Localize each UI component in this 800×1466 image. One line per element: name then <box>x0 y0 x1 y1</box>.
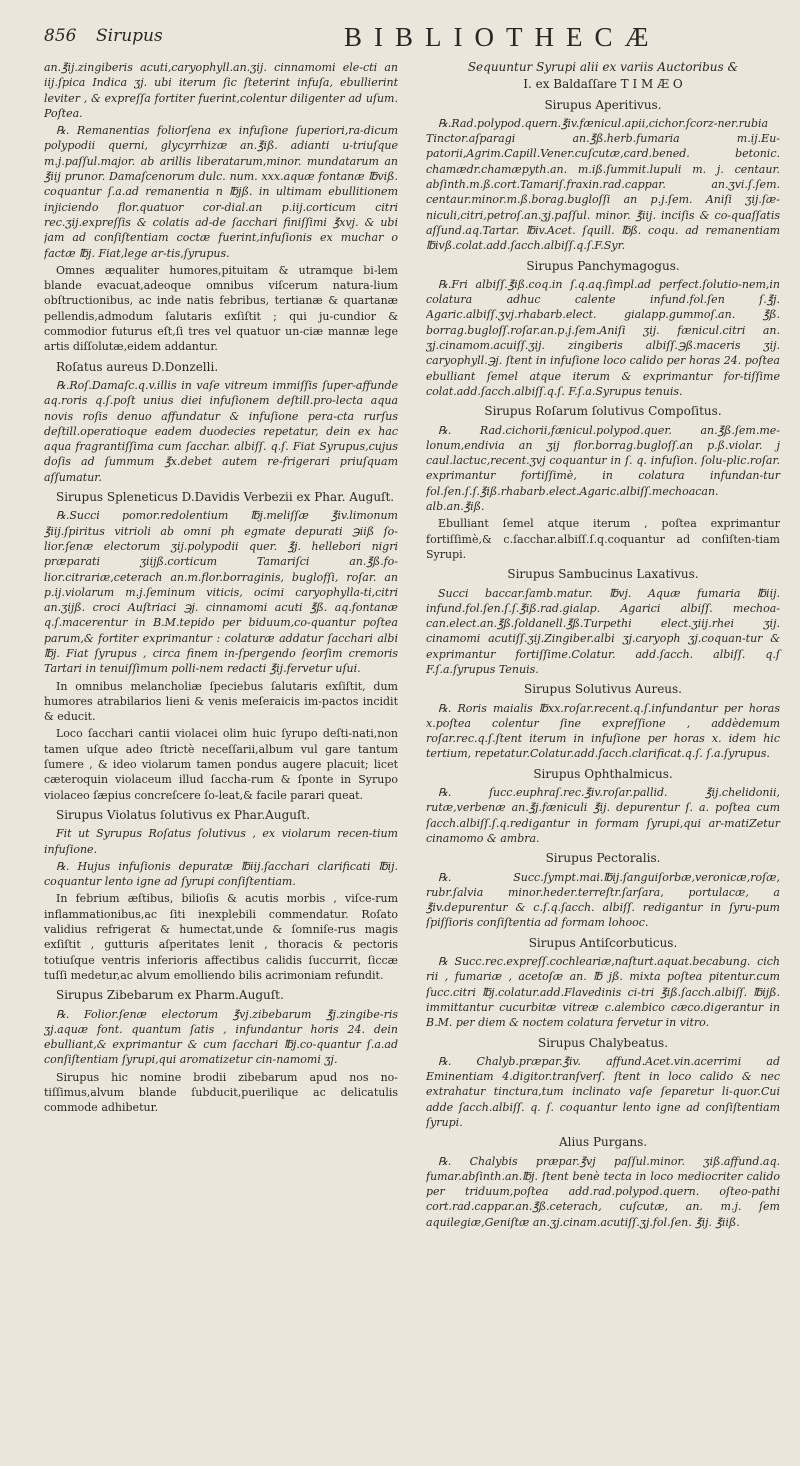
recipe-heading: Roſatus aureus D.Donzelli. <box>56 359 219 374</box>
recipe-heading: Alius Purgans. <box>558 1135 648 1150</box>
paragraph: Omnes æqualiter humores,pituitam & utramque bi-lem blande evacuat,adeoque omnibus viſcerum natura-lium obſtructionibus, ac inde natis febribus, tertianæ & quartanæ pellendis,admodum ſalutaris exſiſtit ; qui ju-cundior & commodior futurus eſt,ſi tres vel quatuor un-ciæ mannæ lege artis diſſolutæ,eidem addantur. <box>44 263 398 354</box>
recipe-heading: Sirupus Sambucinus Laxativus. <box>507 567 699 582</box>
right-column <box>426 60 786 1456</box>
page-number: 856 <box>44 26 77 46</box>
recipe-paragraph: ℞ Succ.rec.expreſſ.cochleariæ,naſturt.aquat.becabung. cich rii , fumariæ , acetoſæ an. ℔ jß. mixta poſtea pitentur.cum ſucc.citri ℔j.colatur.add.Flavedinis ci-tri ℥iß.ſacch.albiſſ. ℔ijß. immittantur cucurbitæ vitreæ c.alembico cæco.digerantur in B.M. per diem & noctem colatura fervetur in vitro. <box>426 955 780 1030</box>
recipe-paragraph: ℞.Fri albiſſ.℥iß.coq.in ſ.q.aq.ſimpl.ad perfect.ſolutio-nem,in colatura adhuc calente infund.fol.ſen ſ.℥j. Agaric.albiſſ.ʒvj.rhabarb.elect. gialapp.gummoſ.an. ℥ß. borrag.bugloſſ.roſar.an.p.j.ſem.Aniſi ʒij. fænicul.citri an. ʒj.cinamom.acuiſſ.ʒij. zingiberis albiſſ.℈ß.maceris ʒij. caryophyll.℈j. ſtent in infuſione loco calido per horas 24. poſtea ebulliant ſemel atque iterum & exprimantur for-tiſſime colat.add.ſacch.albiſſ.q.ſ. F.ſ.a.Syrupus tenuis. <box>426 277 780 398</box>
running-title: BIBLIOTHECÆ <box>344 22 661 52</box>
recipe-paragraph: ℞. Succ.ſympt.mai.℔ij.ſanguiſorbæ,veronicæ,roſæ, rubr.ſalvia minor.heder.terreſtr.ſarſara, portulacæ, a ℥iv.depurentur & c.ſ.q.ſacch. albiſſ. redigantur in ſyru-pum ſpiſſioris conſiſtentia ad formam lohooc. <box>426 870 780 930</box>
recipe-paragraph: ℞. Rad.cichorii,fænicul.polypod.quer. an.℥ß.ſem.me-lonum,endivia an ʒij flor.borrag.bugloſſ.an p.ß.violar. j caul.lactuc,recent.ʒvj coquantur in ſ. q. infuſion. ſolu-plic.roſar. exprimantur fortiſſimè, in colatura infundan-tur fol.ſen.ſ.ſ.℥iß.rhabarb.elect.Agaric.albiſſ.mechoacan. alb.an.℥iß. <box>426 423 780 514</box>
paragraph: Ebulliant ſemel atque iterum , poſtea exprimantur fortiſſimè,& c.ſacchar.albiſſ.ſ.q.coquantur ad conſiſten-tiam Syrupi. <box>426 517 780 561</box>
text-columns <box>44 60 786 1456</box>
paragraph: In omnibus melancholiæ ſpeciebus ſalutaris exſiſtit, dum humores atrabilarios lieni & venis meſeraicis im-pactos incidit & educit. <box>44 679 398 724</box>
left-column <box>44 60 398 1456</box>
recipe-paragraph: ℞.Roſ.Damaſc.q.v.illis in vaſe vitreum immiſſis ſuper-affunde aq.roris q.ſ.poſt unius diei infuſionem deſtill.pro-lecta aqua novis roſis denuo affundatur & infuſione pera-cta rurſus deſtill.operatioque eadem duodecies repetatur, dein ex hac aqua fragrantiſſima cum ſacchar. albiſſ. q.ſ. Fiat Syrupus,cujus doſis ad ſummum ℥x.debet autem re-frigerari priuſquam aſſumatur. <box>44 378 398 484</box>
recipe-paragraph: Succi baccar.ſamb.matur. ℔vj. Aquæ fumaria ℔iij. infund.fol.ſen.ſ.ſ.℥iß.rad.gialap. Agarici albiſſ. mechoa-can.elect.an.℥ß.ſoldanell.℥ß.Turpethi elect.ʒiij.rhei ʒij. cinamomi acutiſſ.ʒij.Zingiber.albi ʒj.caryoph ʒj.coquan-tur & exprimantur fortiſſime.Colatur. add.ſacch. albiſſ. q.ſ F.ſ.a.ſyrupus Tenuis. <box>426 586 780 676</box>
paragraph: an.℥ij.zingiberis acuti,caryophyll.an.ʒij. cinnamomi ele-cti an iij.ſpica Indica ʒj. ubi iterum ſic ſteterint infuſa, ebullierint leviter , & expreſſa fortiter fuerint,colentur diligenter ad uſum. Poſtea. <box>44 61 398 120</box>
recipe-heading: Sirupus Roſarum ſolutivus Compoſitus. <box>484 404 722 419</box>
recipe-paragraph: ℞. Roris maialis ℔xx.roſar.recent.q.ſ.infundantur per horas x.poſtea colentur ſine expreſſione , addèdemum roſar.rec.q.ſ.ſtent iterum in infuſione per horas x. idem hic tertium, repetatur.Colatur.add.ſacch.clarificat.q.ſ. ſ.a.ſyrupus. <box>426 701 780 761</box>
recipe-heading: Sirupus Antiſcorbuticus. <box>528 935 678 950</box>
paragraph: In febrium æſtibus, bilioſis & acutis morbis , viſce-rum inflammationibus,ac ſiti inexplebili commendatur. Roſato validius refrigerat & humectat,unde & ſomniſe-rus magis exſiſtit , gutturis aſperitates lenit , thoracis & pectoris totiuſque ventris inferioris affectibus calidis ſuccurrit, ſiccæ tuſſi medetur,ac alvum emolliendo bilis acrimoniam refundit. <box>44 892 398 982</box>
recipe-heading: Sirupus Ophthalmicus. <box>533 766 673 781</box>
recipe-paragraph: ℞. Hujus infuſionis depuratæ ℔iij.ſacchari clarificati ℔ij. coquantur lento igne ad ſyrupi conſiſtentiam. <box>44 859 398 889</box>
recipe-heading: Sirupus Spleneticus D.Davidis Verbezii ex Phar. Auguſt. <box>56 490 395 505</box>
recipe-paragraph: ℞.Succi pomor.redolentium ℔j.meliſſæ ℥iv.limonum ℥iij.ſpiritus vitrioli ab omni ph egmate depurati ℈iiß ſo-lior.ſenæ electorum ʒij.polypodii quer. ℥j. hellebori nigri præparati ʒiijß.corticum Tamariſci an.℥ß.fo-lior.citrariæ,ceterach an.m.flor.borraginis, buglofſi, roſar. an p.ij.violarum m.j.ſeminum viticis, ocimi caryophylla-ti,citri an.ʒijß. croci Auſtriaci ℈j. cinnamomi acuti ℥ß. aq.fontanæ q.ſ.macerentur in B.M.tepido per biduum,co-quantur poſtea parum,& fortiter exprimantur : colaturæ addatur ſacchari albi ℔j. Fiat ſyrupus , circa finem in-ſpergendo ſeorſim cremoris Tartari in tenuiſſimum polli-nem redacti ℥ij.fervetur uſui. <box>44 509 398 676</box>
recipe-heading: Sirupus Zibebarum ex Pharm.Auguſt. <box>56 988 284 1003</box>
recipe-heading: Sirupus Solutivus Aureus. <box>524 682 682 697</box>
recipe-heading: Sirupus Violatus ſolutivus ex Phar.Auguſt. <box>56 807 311 822</box>
recipe-paragraph: ℞. Chalyb.præpar.℥iv. affund.Acet.vin.acerrimi ad Eminentiam 4.digitor.tranſverſ. ſtent in loco calido & nec extrahatur tinctura,tum inclinato vaſe ſeparetur li-quor.Cui adde ſacch.albiſſ. q. ſ. coquantur lento igne ad conſiſtentiam ſyrupi. <box>426 1054 780 1129</box>
recipe-heading: Sirupus Panchymagogus. <box>526 258 680 273</box>
section-label: I. ex Baldaſſare T I M Æ O <box>523 77 683 92</box>
section-intro: Sequuntur Syrupi alii ex variis Auctoribus & <box>467 60 739 74</box>
running-headword: Sirupus <box>96 26 163 46</box>
running-head <box>44 22 786 62</box>
recipe-heading: Sirupus Aperitivus. <box>544 97 662 112</box>
paragraph: Loco ſacchari cantii violacei olim huic ſyrupo deſti-nati,non tamen uſque adeo ſtrictè neceſſarii,album vul gare tantum ſumere , & ideo violarum tamen pondus augere placuit; licet cæteroquin violaceum illud ſaccha-rum & ſponte in Syrupo violaceo ſæpius concreſcere ſo-leat,& facile parari queat. <box>44 727 398 802</box>
paragraph: Fit ut Syrupus Roſatus ſolutivus , ex violarum recen-tium infuſione. <box>44 827 398 856</box>
recipe-heading: Sirupus Pectoralis. <box>545 851 661 866</box>
recipe-paragraph: ℞. ſucc.euphraſ.rec.℥iv.roſar.pallid. ℥ij.chelidonii, rutæ,verbenæ an.℥j.fæniculi ℥ij. depurentur ſ. a. poſtea cum ſacch.albiſſ.ſ.q.redigantur in formam ſyrupi,qui ar-matiZetur cinamomo & ambra. <box>426 786 780 845</box>
recipe-heading: Sirupus Chalybeatus. <box>537 1035 669 1050</box>
recipe-paragraph: ℞. Remanentias foliorſena ex infuſione ſuperiori,ra-dicum polypodii querni, glycyrrhizæ an.℥iß. adianti u-triuſque m.j.paſſul.major. ab arillis liberatarum,minor. mundatarum an ℥iij prunor. Damaſcenorum dulc. num. xxx.aquæ fontanæ ℔viß. coquantur ſ.a.ad remanentia n ℔jß. in ultimam ebullitionem injiciendo flor.quatuor cor-dial.an p.iij.corticum citri rec.ʒij.expreſſis & colatis ad-de ſacchari finiſſimi ℥xvj. & ubi jam ad conſiſtentiam coctæ fuerint,infuſionis ex muchar o factæ ℔j. Fiat,lege ar-tis,ſyrupus. <box>44 124 398 260</box>
recipe-paragraph: ℞. Chalybis præpar.℥vj paſſul.minor. ʒiß.affund.aq. fumar.abſinth.an.℔j. ſtent benè tecta in loco mediocriter calido per triduum,poſtea add.rad.polypod.quern. oſteo-pathi cort.rad.cappar.an.℥ß.ceterach, cuſcutæ, an. m.j. ſem aquilegiæ,Geniſtæ an.ʒj.cinam.acutiſſ.ʒj.fol.ſen. ℥ij. ℥iiß. <box>426 1154 780 1229</box>
recipe-paragraph: ℞. Folior.ſenæ electorum ℥vj.zibebarum ℥j.zingibe-ris ʒj.aquæ font. quantum ſatis , infundantur horis 24. dein ebulliant,& exprimantur & cum ſacchari ℔j.co-quantur ſ.a.ad conſiſtentiam ſyrupi,qui aromatizetur cin-namomi ʒj. <box>44 1007 398 1067</box>
recipe-paragraph: ℞.Rad.polypod.quern.℥iv.fænicul.apii,cichor.ſcorz-ner.rubia Tinctor.aſparagi an.℥ß.herb.fumaria m.ij.Eu-patorii,Agrim.Capill.Vener.cuſcutæ,card.bened. betonic. chamædr.chamæpyth.an. m.iß.ſummit.lupuli m. j. centaur. abſinth.m.ß.cort.Tamariſ.fraxin.rad.cappar. an.ʒvi.ſ.ſem. centaur.minor.m.ß.borag.bugloſſi an p.j.ſem. Aniſi ʒij.ſæ-niculi,citri,petroſ.an.ʒj.paſſul. minor. ℥iij. inciſis & co-quaſſatis aſſund.aq.Tartar. ℔iv.Acet. ſquill. ℔ß. coqu. ad remanentiam ℔ivß.colat.add.ſacch.albiſſ.q.ſ.F.Syr. <box>426 116 780 253</box>
paragraph: Sirupus hic nomine brodii zibebarum apud nos no-tiſſimus,alvum blande ſubducit,puerilique ac delicatulis commode adhibetur. <box>44 1070 398 1115</box>
